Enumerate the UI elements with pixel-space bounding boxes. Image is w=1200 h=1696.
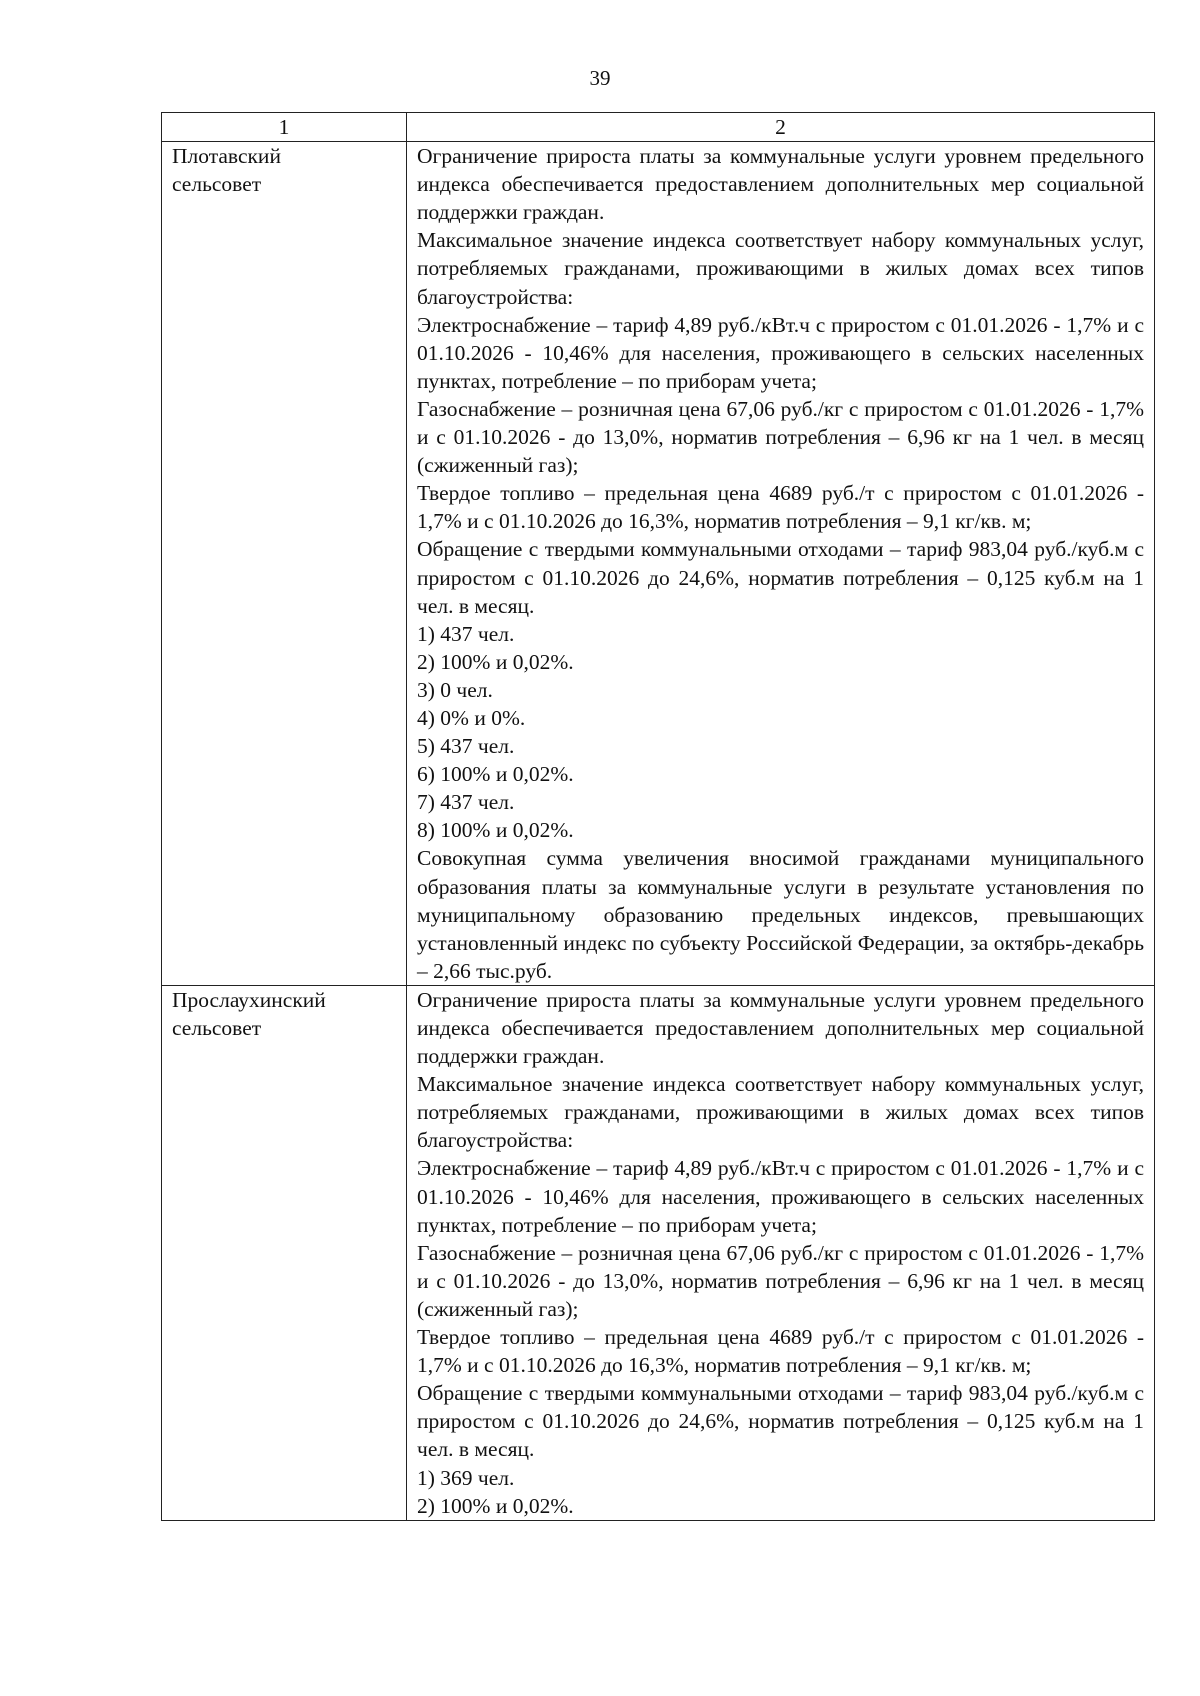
municipality-name: Прослаухинский сельсовет <box>162 985 407 1520</box>
list-item: 1) 437 чел. <box>417 621 515 646</box>
list-item: 6) 100% и 0,02%. <box>417 762 574 787</box>
municipality-name: Плотавский сельсовет <box>162 142 407 986</box>
list-item: 4) 0% и 0%. <box>417 705 526 730</box>
column-header-2: 2 <box>407 113 1155 142</box>
summary-paragraph: Совокупная сумма увеличения вносимой гражданами муниципального образования платы за коммунальные услуги в результате установления по муниципальному образованию предельных индексов, превышающих установленный индекс по субъекту Российской Федерации, за октябрь-декабрь – 2,66 тыс.руб. <box>417 846 1144 983</box>
table-row <box>162 985 1155 1520</box>
paragraph: Электроснабжение – тариф 4,89 руб./кВт.ч с приростом с 01.01.2026 - 1,7% и с 01.10.2026 - 10,46% для населения, проживающего в сельских населенных пунктах, потребление – по приборам учета; <box>417 1156 1144 1237</box>
municipality-description <box>407 142 1155 986</box>
table-row <box>162 142 1155 986</box>
paragraph: Газоснабжение – розничная цена 67,06 руб./кг с приростом с 01.01.2026 - 1,7% и с 01.10.2026 - до 13,0%, норматив потребления – 6,96 кг на 1 чел. в месяц (сжиженный газ); <box>417 396 1144 478</box>
table-header-row <box>162 113 1155 142</box>
paragraph: Газоснабжение – розничная цена 67,06 руб./кг с приростом с 01.01.2026 - 1,7% и с 01.10.2026 - до 13,0%, норматив потребления – 6,96 кг на 1 чел. в месяц (сжиженный газ); <box>417 1240 1144 1321</box>
page-number: 39 <box>589 66 611 90</box>
list-item: 7) 437 чел. <box>417 790 515 815</box>
municipality-description <box>407 985 1155 1520</box>
paragraph: Твердое топливо – предельная цена 4689 руб./т с приростом с 01.01.2026 - 1,7% и с 01.10.2026 до 16,3%, норматив потребления – 9,1 кг/кв. м; <box>417 481 1144 534</box>
paragraph: Ограничение прироста платы за коммунальные услуги уровнем предельного индекса обеспечивается предоставлением дополнительных мер социальной поддержки граждан. <box>417 987 1144 1069</box>
list-item: 2) 100% и 0,02%. <box>417 649 574 674</box>
list-item: 3) 0 чел. <box>417 677 493 702</box>
paragraph: Обращение с твердыми коммунальными отходами – тариф 983,04 руб./куб.м с приростом с 01.10.2026 до 24,6%, норматив потребления – 0,125 куб.м на 1 чел. в месяц. <box>417 1381 1144 1462</box>
list-item: 8) 100% и 0,02%. <box>417 818 574 843</box>
column-header-1: 1 <box>162 113 407 142</box>
list-item: 5) 437 чел. <box>417 734 515 759</box>
paragraph: Максимальное значение индекса соответствует набору коммунальных услуг, потребляемых гражданами, проживающими в жилых домах всех типов благоустройства: <box>417 228 1144 309</box>
paragraph: Ограничение прироста платы за коммунальные услуги уровнем предельного индекса обеспечивается предоставлением дополнительных мер социальной поддержки граждан. <box>417 144 1144 225</box>
paragraph: Электроснабжение – тариф 4,89 руб./кВт.ч с приростом с 01.01.2026 - 1,7% и с 01.10.2026 - 10,46% для населения, проживающего в сельских населенных пунктах, потребление – по приборам учета; <box>417 312 1144 393</box>
paragraph: Максимальное значение индекса соответствует набору коммунальных услуг, потребляемых гражданами, проживающими в жилых домах всех типов благоустройства: <box>417 1072 1144 1153</box>
paragraph: Твердое топливо – предельная цена 4689 руб./т с приростом с 01.01.2026 - 1,7% и с 01.10.2026 до 16,3%, норматив потребления – 9,1 кг/кв. м; <box>417 1325 1144 1378</box>
list-item: 1) 369 чел. <box>417 1465 515 1490</box>
document-table <box>161 112 1155 1521</box>
list-item: 2) 100% и 0,02%. <box>417 1493 574 1518</box>
paragraph: Обращение с твердыми коммунальными отходами – тариф 983,04 руб./куб.м с приростом с 01.10.2026 до 24,6%, норматив потребления – 0,125 куб.м на 1 чел. в месяц. <box>417 537 1144 618</box>
